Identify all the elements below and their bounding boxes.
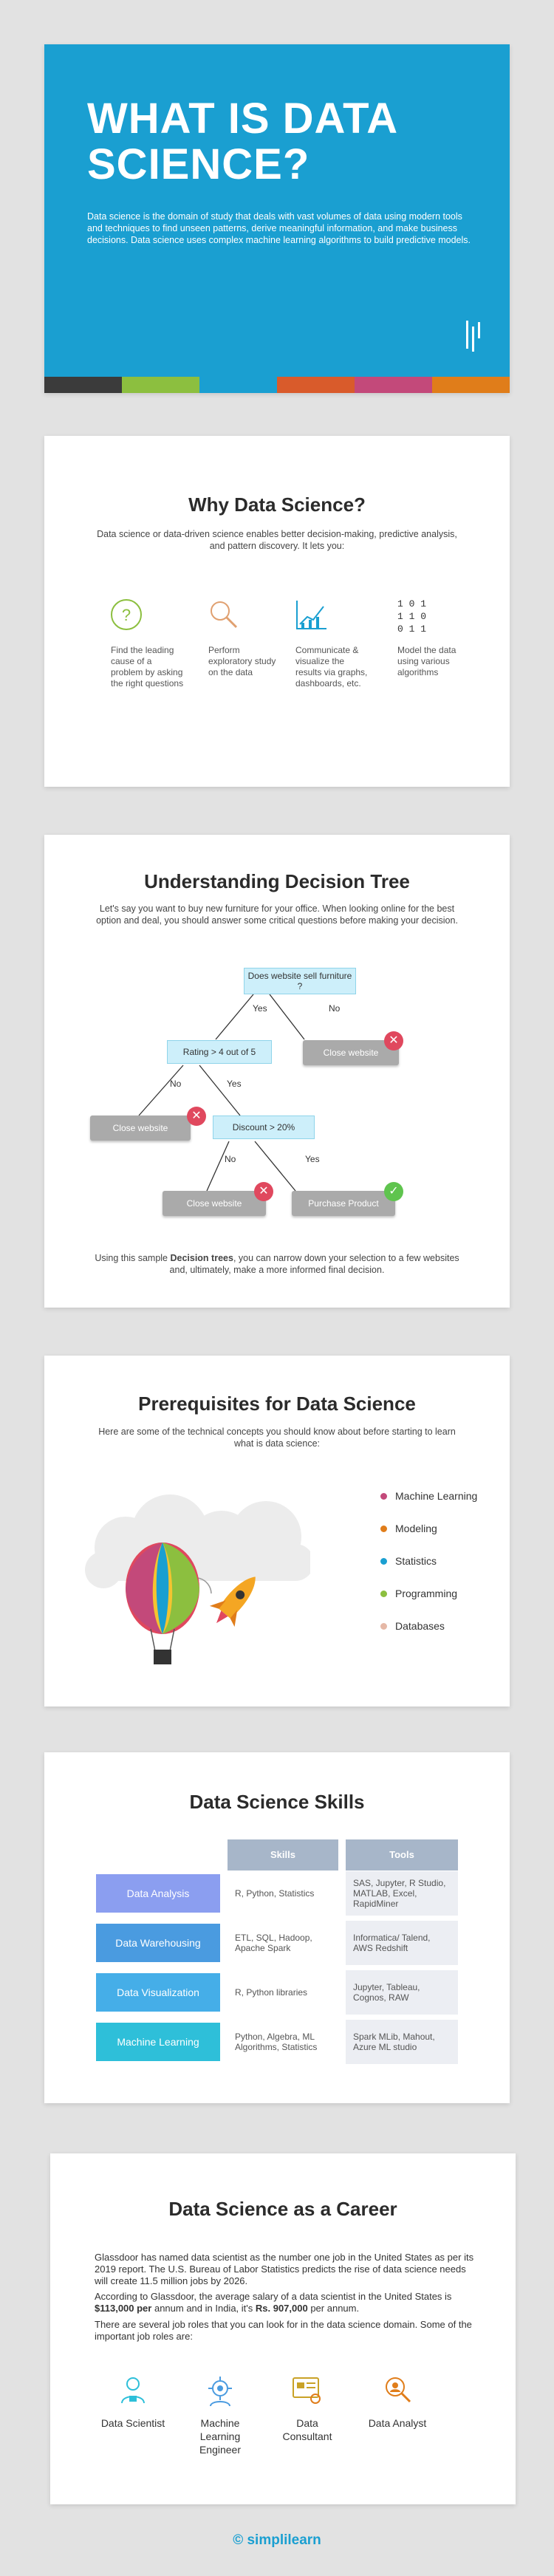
row-2-skills: ETL, SQL, Hadoop, Apache Spark xyxy=(235,1933,312,1953)
decision-tree-section xyxy=(44,835,510,1308)
row-1-skills: R, Python, Statistics xyxy=(235,1888,315,1899)
node-rating: Rating > 4 out of 5 xyxy=(167,1040,272,1064)
row-label-data-visualization: Data Visualization xyxy=(96,1973,220,2012)
reject-icon: ✕ xyxy=(254,1182,273,1201)
prereq-dot-4 xyxy=(380,1591,387,1597)
simplilearn-logo-icon xyxy=(464,319,483,353)
skills-title: Data Science Skills xyxy=(189,1791,365,1813)
color-strip-5 xyxy=(355,377,432,393)
copyright-icon: © xyxy=(233,2532,244,2548)
tools-header: Tools xyxy=(346,1839,458,1870)
why-section xyxy=(44,436,510,787)
node-close-2: Close website xyxy=(90,1116,191,1141)
role-label-2: Machine Learning Engineer xyxy=(199,2417,242,2456)
row-label-data-analysis: Data Analysis xyxy=(96,1874,220,1913)
edge-yes-3: Yes xyxy=(305,1154,320,1164)
edge-no-3: No xyxy=(225,1154,236,1164)
prereq-item-3: Statistics xyxy=(395,1555,437,1567)
role-ml-engineer xyxy=(183,2374,257,2456)
row-4-tools: Spark MLib, Mahout, Azure ML studio xyxy=(346,2020,458,2064)
node-purchase: Purchase Product xyxy=(292,1191,395,1216)
svg-text:?: ? xyxy=(121,606,131,624)
role-data-consultant xyxy=(270,2374,344,2443)
role-label-1: Data Scientist xyxy=(100,2417,165,2429)
color-strip-3 xyxy=(199,377,277,393)
prereq-item-5: Databases xyxy=(395,1620,445,1632)
tree-outro: Using this sample Decision trees, you can narrow down your selection to a few websites and, ultimately, make a more informed final decision. xyxy=(95,1253,459,1275)
edge-no-1: No xyxy=(329,1003,341,1014)
role-data-scientist xyxy=(96,2374,170,2430)
why-title: Why Data Science? xyxy=(188,493,366,516)
why-item-3-label: Communicate & visualize the results via graphs, dashboards, etc. xyxy=(295,645,368,689)
skills-header: Skills xyxy=(228,1839,338,1870)
role-label-3: Data Consultant xyxy=(282,2417,332,2442)
career-section xyxy=(50,2153,516,2504)
node-close-3: Close website xyxy=(163,1191,266,1216)
prereq-item-2: Modeling xyxy=(395,1523,437,1534)
career-paragraph-1: Glassdoor has named data scientist as the number one job in the United States as per its 2019 report. The U.S. Bureau of Labor Statistics predicts the rise of data science needs will create 11.5 million jobs by 2026. xyxy=(95,2252,474,2286)
data-scientist-icon xyxy=(116,2374,150,2408)
hero-description: Data science is the domain of study that deals with vast volumes of data using modern tools and techniques to find unseen patterns, derive meaningful information, and make business decisions. Data science uses complex machine learning algorithms to build predictive models. xyxy=(87,211,471,245)
role-data-analyst xyxy=(360,2374,434,2430)
why-intro: Data science or data-driven science enables better decision-making, predictive analysis, and pattern discovery. It lets you: xyxy=(97,529,457,551)
footer-brand[interactable]: © simplilearn xyxy=(233,2532,321,2548)
binary-icon: 1 0 1 1 1 0 0 1 1 xyxy=(397,598,427,635)
tree-title: Understanding Decision Tree xyxy=(144,870,410,892)
edge-no-2: No xyxy=(170,1079,182,1089)
prereq-item-1: Machine Learning xyxy=(395,1490,477,1502)
tree-connectors xyxy=(44,835,510,1308)
prereq-section xyxy=(44,1356,510,1706)
color-strip-4 xyxy=(277,377,355,393)
hero-banner xyxy=(44,44,510,393)
row-label-machine-learning: Machine Learning xyxy=(96,2023,220,2061)
prereq-dot-2 xyxy=(380,1526,387,1532)
career-title: Data Science as a Career xyxy=(168,2198,397,2220)
color-strip-6 xyxy=(432,377,510,393)
reject-icon: ✕ xyxy=(384,1031,403,1050)
row-3-skills: R, Python libraries xyxy=(235,1987,308,1998)
node-root: Does website sell furniture ? xyxy=(244,968,356,994)
balloon-rocket-illustration xyxy=(74,1474,310,1681)
edge-yes-1: Yes xyxy=(253,1003,267,1014)
prereq-title: Prerequisites for Data Science xyxy=(138,1393,416,1415)
why-item-2-label: Perform exploratory study on the data xyxy=(208,645,276,677)
why-item-1-label: Find the leading cause of a problem by asking the right questions xyxy=(111,645,184,689)
skills-section xyxy=(44,1752,510,2103)
chart-icon xyxy=(293,596,329,633)
node-close-1: Close website xyxy=(303,1040,399,1065)
hero-title: WHAT IS DATA SCIENCE? xyxy=(87,95,399,188)
edge-yes-2: Yes xyxy=(227,1079,242,1089)
question-icon xyxy=(108,596,145,633)
career-paragraph-2: According to Glassdoor, the average salary of a data scientist in the United States is $113,000 per annum and in India, it's Rs. 907,000 per annum. xyxy=(95,2291,452,2314)
magnifier-icon xyxy=(205,596,242,633)
prereq-intro: Here are some of the technical concepts you should know about before starting to learn what is data science: xyxy=(98,1427,456,1449)
data-analyst-icon xyxy=(380,2374,414,2408)
reject-icon: ✕ xyxy=(187,1107,206,1126)
row-1-tools: SAS, Jupyter, R Studio, MATLAB, Excel, RapidMiner xyxy=(346,1871,458,1916)
role-label-4: Data Analyst xyxy=(368,2417,427,2429)
ml-engineer-icon xyxy=(203,2374,237,2408)
color-strip-1 xyxy=(44,377,122,393)
accept-icon: ✓ xyxy=(384,1182,403,1201)
why-item-4-label: Model the data using various algorithms xyxy=(397,645,456,677)
tree-intro: Let's say you want to buy new furniture for your office. When looking online for the best option and deal, you should answer some critical questions before making your decision. xyxy=(96,903,458,926)
prereq-dot-1 xyxy=(380,1493,387,1500)
data-consultant-icon xyxy=(290,2374,324,2408)
prereq-dot-3 xyxy=(380,1558,387,1565)
node-discount: Discount > 20% xyxy=(213,1116,315,1139)
career-paragraph-3: There are several job roles that you can look for in the data science domain. Some of the important job roles are: xyxy=(95,2319,472,2342)
prereq-item-4: Programming xyxy=(395,1588,457,1599)
prereq-dot-5 xyxy=(380,1623,387,1630)
row-4-skills: Python, Algebra, ML Algorithms, Statistics xyxy=(235,2032,318,2052)
row-label-data-warehousing: Data Warehousing xyxy=(96,1924,220,1962)
row-2-tools: Informatica/ Talend, AWS Redshift xyxy=(346,1921,458,1965)
row-3-tools: Jupyter, Tableau, Cognos, RAW xyxy=(346,1970,458,2015)
color-strip-2 xyxy=(122,377,199,393)
